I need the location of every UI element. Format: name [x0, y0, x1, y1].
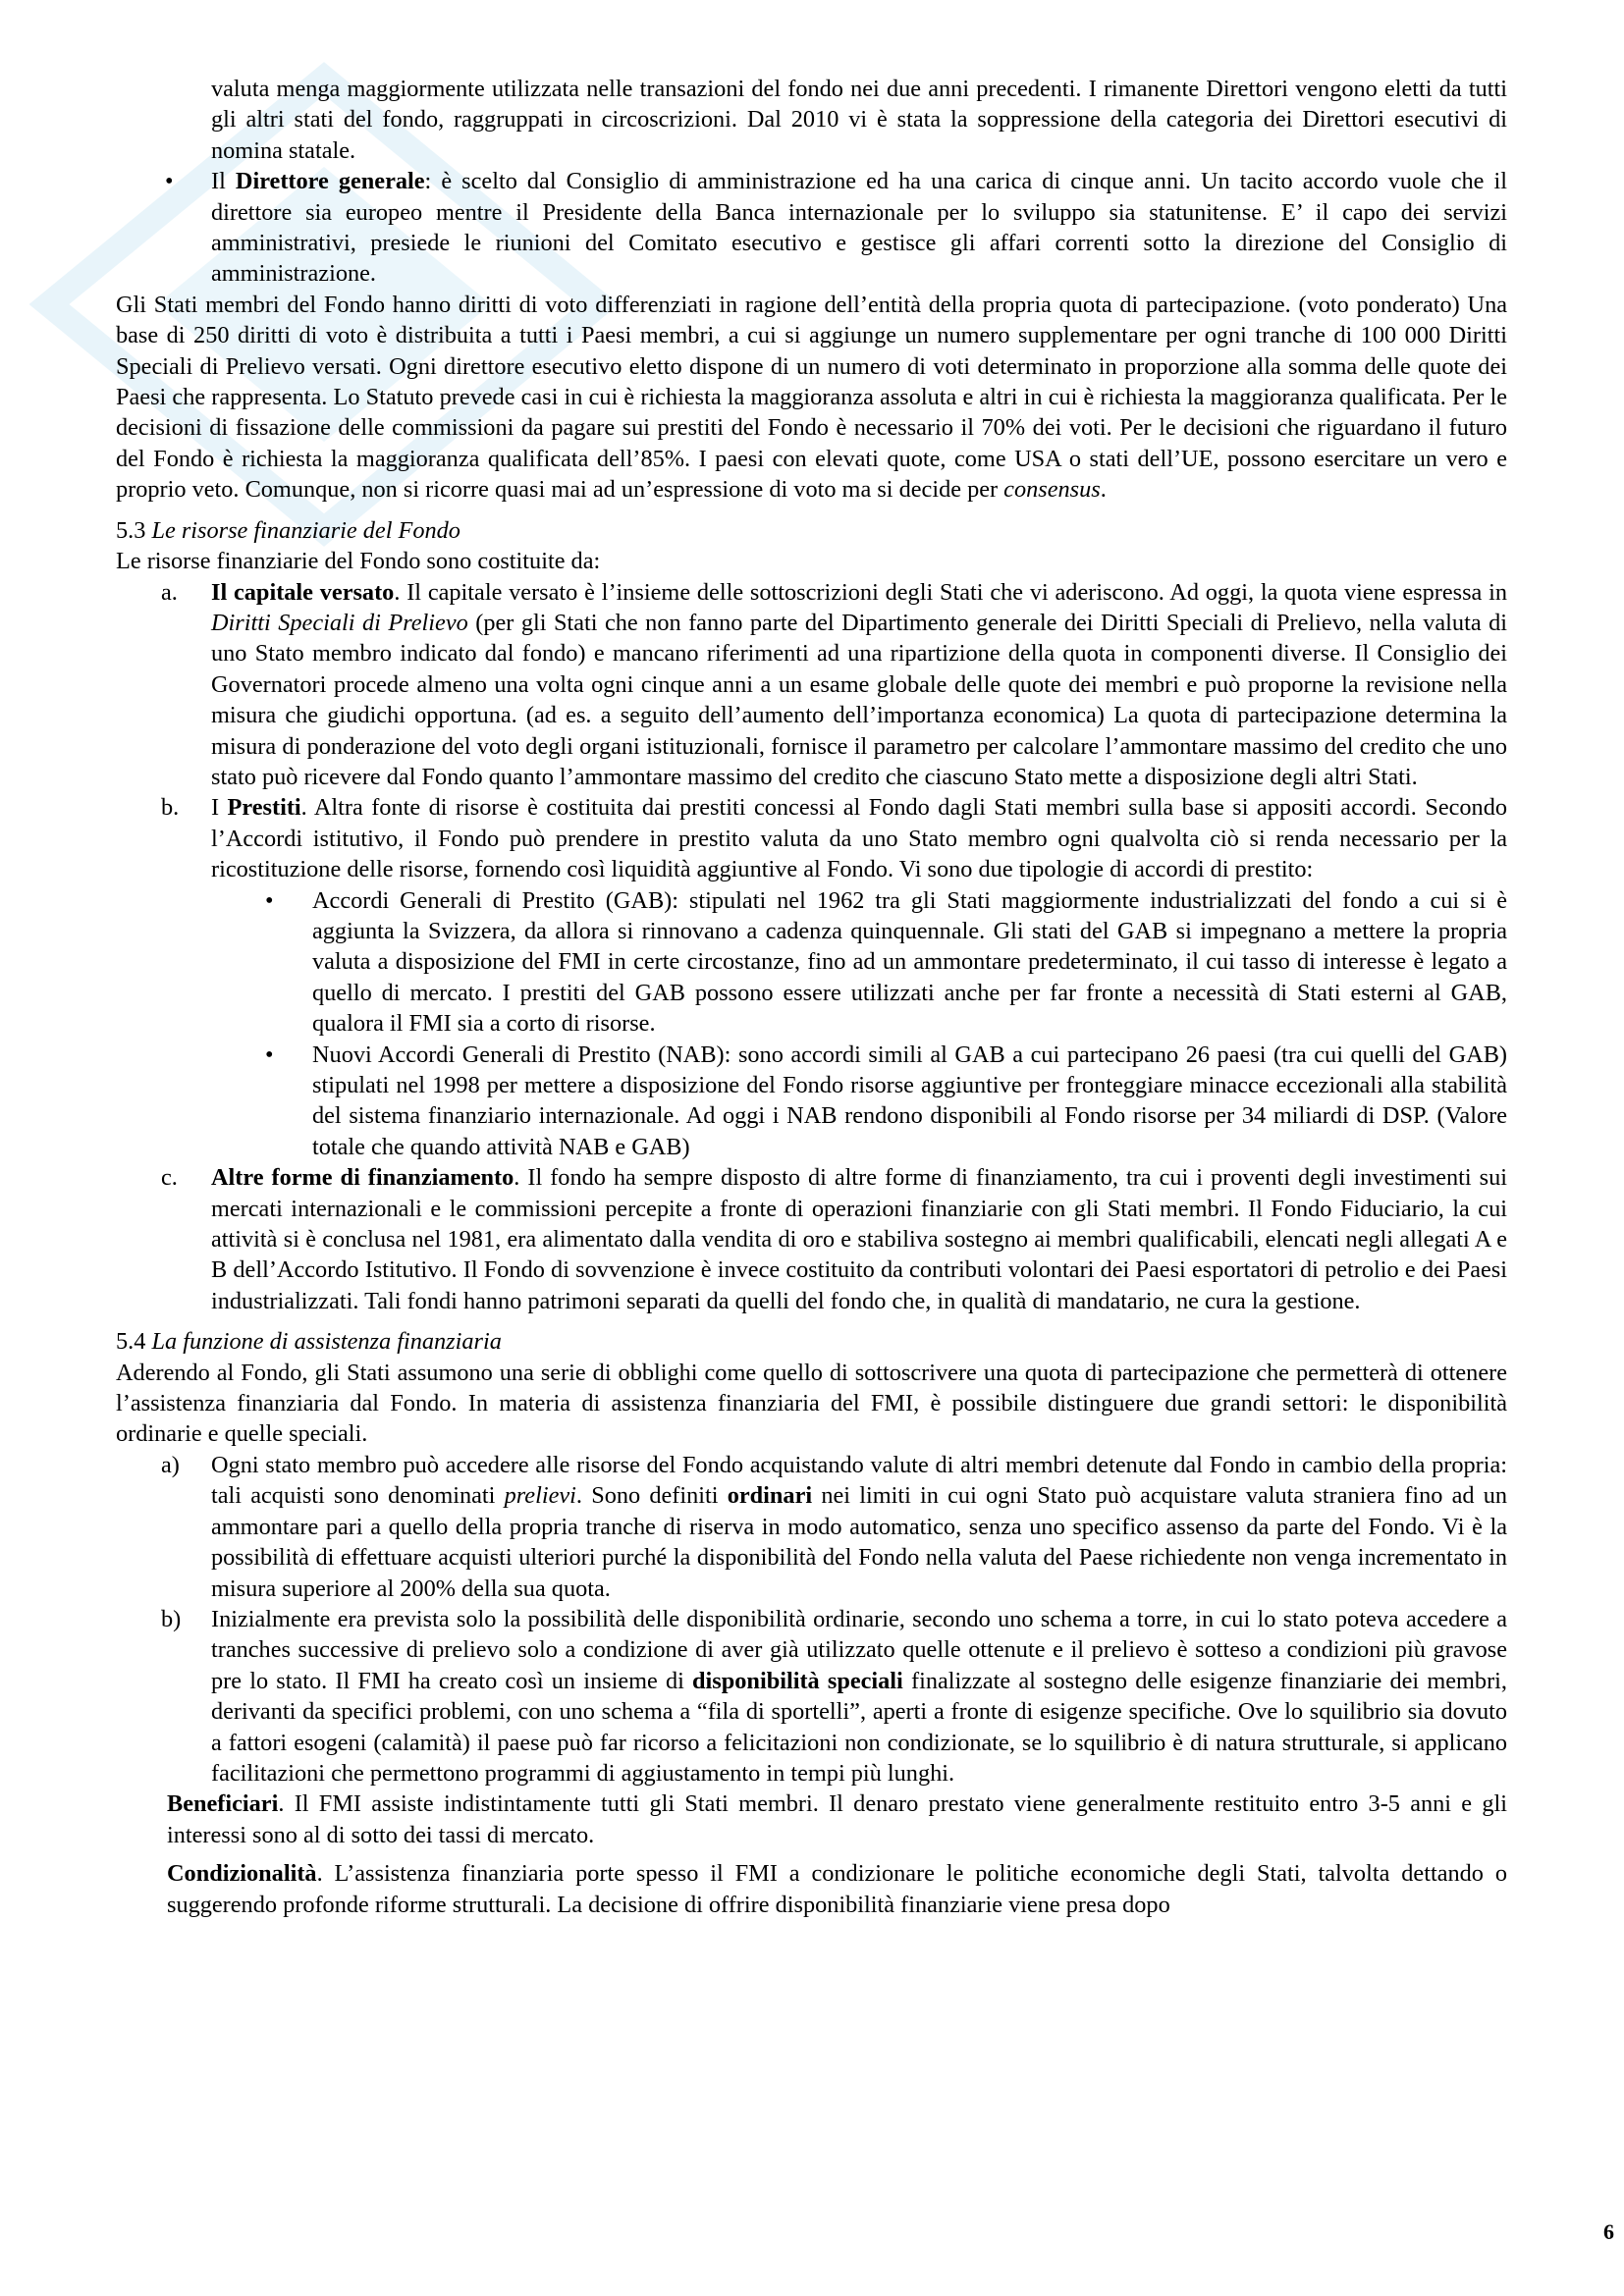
bullet-icon: •: [165, 168, 174, 195]
page-content: [116, 74, 1507, 1920]
list-item-prelievi-ordinari: a) Ogni stato membro può accedere alle risorse del Fondo acquistando valute di altri membri detenute dal Fondo in cambio della propria: tali acquisti sono denominati prelievi. Sono definiti ordinari nei limiti in cui ogni Stato può acquistare valuta straniera fino ad un ammontare pari a quello della propria tranche di riserva in modo automatico, senza uno specifico assenso da parte del Fondo. Vi è la possibilità di effettuare acquisti ulteriori purché la disponibilità del Fondo nella valuta del Paese richiedente non venga incrementato in misura superiore al 200% della sua quota.: [161, 1451, 1508, 1602]
list-item-prestiti: b. I Prestiti. Altra fonte di risorse è costituita dai prestiti concessi al Fondo dagli Stati membri sulla base si appositi accordi. Secondo l’Accordi istitutivo, il Fondo può prendere in prestito valuta da uno Stato membro ogni qualvolta ciò si renda necessario per la ricostituzione delle risorse, fornendo così liquidità aggiuntive al Fondo. Vi sono due tipologie di accordi di prestito:: [161, 794, 1507, 883]
condizionalita-paragraph: Condizionalità. L’assistenza finanziaria porte spesso il FMI a condizionare le politiche economiche degli Stati, talvolta dettando o suggerendo profonde riforme strutturali. La decisione di offrire disponibilità finanziarie viene presa dopo: [167, 1860, 1507, 1918]
beneficiari-paragraph: Beneficiari. Il FMI assiste indistintamente tutti gli Stati membri. Il denaro prestato viene generalmente restituito entro 3-5 anni e gli interessi sono al di sotto dei tassi di mercato.: [167, 1790, 1507, 1848]
list-item-altre-forme: c. Altre forme di finanziamento. Il fondo ha sempre disposto di altre forme di finanziamento, tra cui i proventi degli investimenti sui mercati internazionali e le commissioni percepite a fronte di operazioni finanziarie con gli Stati membri. Il Fondo Fiduciario, la cui attività si è conclusa nel 1981, era alimentato dalla vendita di oro e stabiliva sostegno ai membri qualificabili, elencati negli allegati A e B dell’Accordo Istitutivo. Il Fondo di sovvenzione è invece costituito da contributi volontari dei Paesi esportatori di petrolio e dei Paesi industrializzati. Tali fondi hanno patrimoni separati da quelli del fondo che, in qualità di mandatario, ne cura la gestione.: [161, 1164, 1507, 1314]
list-item-disponibilita-speciali: b) Inizialmente era prevista solo la possibilità delle disponibilità ordinarie, secondo uno schema a torre, in cui lo stato poteva accedere a tranches successive di prelievo solo a condizione di aver già utilizzato quelle ottenute e il prelievo è sotteso a condizioni più gravose pre lo stato. Il FMI ha creato così un insieme di disponibilità speciali finalizzate al sostegno delle esigenze finanziarie dei membri, derivanti da specifici problemi, con uno schema a “fila di sportelli”, aperti a fronte di esigenze specifiche. Ove lo squilibrio sia dovuto a fattori esogeni (calamità) il paese può far ricorso a felicitazioni non condizionate, se lo squilibrio è di natura strutturale, si applicano facilitazioni che permettono programmi di aggiustamento in tempi più lunghi.: [161, 1605, 1507, 1787]
continuation-paragraph: valuta menga maggiormente utilizzata nelle transazioni del fondo nei due anni precedenti. I rimanente Direttori vengono eletti da tutti gli altri stati del fondo, raggruppati in circoscrizioni. Dal 2010 vi è stata la soppressione della categoria dei Direttori esecutivi di nomina statale.: [211, 76, 1507, 164]
list-item-capitale-versato: a. Il capitale versato. Il capitale versato è l’insieme delle sottoscrizioni degli Stati che vi aderiscono. Ad oggi, la quota viene espressa in Diritti Speciali di Prelievo (per gli Stati che non fanno parte del Dipartimento generale dei Diritti Speciali di Prelievo, nella valuta di uno Stato membro indicato dal fondo) e mancano riferimenti ad una ripartizione della quota in componenti diverse. Il Consiglio dei Governatori procede almeno una volta ogni cinque anni a un esame globale delle quote dei membri e può proporne la revisione nella misura che giudichi opportuna. (ad es. a seguito dell’aumento dell’importanza economica) La quota di partecipazione determina la misura di ponderazione del voto degli organi istituzionali, fornisce il parametro per calcolare l’ammontare massimo del credito che uno stato può ricevere dal Fondo quanto l’ammontare massimo del credito che ciascuno Stato mette a disposizione degli altri Stati.: [161, 578, 1507, 790]
page-number: 6: [1603, 2219, 1614, 2244]
bullet-icon: •: [265, 1041, 274, 1068]
sub-bullet-nab: • Nuovi Accordi Generali di Prestito (NAB): sono accordi simili al GAB a cui partecipano 26 paesi (tra cui quelli del GAB) stipulati nel 1998 per mettere a disposizione del Fondo risorse aggiuntive per fronteggiare minacce eccezionali alla stabilità del sistema finanziario internazionale. Ad oggi i NAB rendono disponibili al Fondo risorse per 34 miliardi di DSP. (Valore totale che quando attività NAB e GAB): [265, 1041, 1507, 1160]
section-heading-5-3: 5.3 Le risorse finanziarie del Fondo: [116, 516, 460, 544]
bullet-icon: •: [265, 886, 274, 914]
voting-paragraph: Gli Stati membri del Fondo hanno diritti di voto differenziati in ragione dell’entità della propria quota di partecipazione. (voto ponderato) Una base di 250 diritti di voto è distribuita a tutti i Paesi membri, a cui si aggiunge un numero supplementare per ogni tranche di 100 000 Diritti Speciali di Prelievo versati. Ogni direttore esecutivo eletto dispone di un numero di voti determinato in proporzione alla somma delle quote dei Paesi che rappresenta. Lo Statuto prevede casi in cui è richiesta la maggioranza assoluta e altri in cui è richiesta la maggioranza qualificata. Per le decisioni di fissazione delle commissioni da pagare sui prestiti del Fondo è necessario il 70% dei voti. Per le decisioni che riguardano il futuro del Fondo è richiesta la maggioranza qualificata dell’85%. I paesi con elevati quote, come USA o stati dell’UE, possono esercitare un vero e proprio veto. Comunque, non si ricorre quasi mai ad un’espressione di voto ma si decide per consensus.: [116, 291, 1507, 504]
term-direttore-generale: Direttore generale: [235, 168, 425, 195]
sub-bullet-gab: • Accordi Generali di Prestito (GAB): stipulati nel 1962 tra gli Stati maggiormente industrializzati del fondo a cui si è aggiunta la Svizzera, da allora si rinnovano a cadenza quinquennale. Gli stati del GAB si impegnano a mettere la propria valuta a disposizione del FMI in certe circostanze, fino ad un ammontare predeterminato, il cui tasso di interesse è legato a quello di mercato. I prestiti del GAB possono essere utilizzati anche per far fronte a necessità di Stati esterni al GAB, qualora il FMI sia a corto di risorse.: [265, 886, 1507, 1038]
bullet-direttore-generale: • Il Direttore generale: è scelto dal Consiglio di amministrazione ed ha una carica di cinque anni. Un tacito accordo vuole che il direttore sia europeo mentre il Presidente della Banca internazionale per lo sviluppo sia statunitense. E’ il capo dei servizi amministrativi, presiede le riunioni del Comitato esecutivo e gestisce gli affari correnti sotto la direzione del Consiglio di amministrazione.: [165, 168, 1507, 288]
section-5-4-intro: Aderendo al Fondo, gli Stati assumono una serie di obblighi come quello di sottoscrivere una quota di partecipazione che permetterà di ottenere l’assistenza finanziaria dal Fondo. In materia di assistenza finanziaria del FMI, è possibile distinguere due grandi settori: le disponibilità ordinarie e quelle speciali.: [116, 1359, 1507, 1448]
section-heading-5-4: 5.4 La funzione di assistenza finanziaria: [116, 1328, 502, 1356]
section-5-3-intro: Le risorse finanziarie del Fondo sono costituite da:: [116, 548, 601, 575]
